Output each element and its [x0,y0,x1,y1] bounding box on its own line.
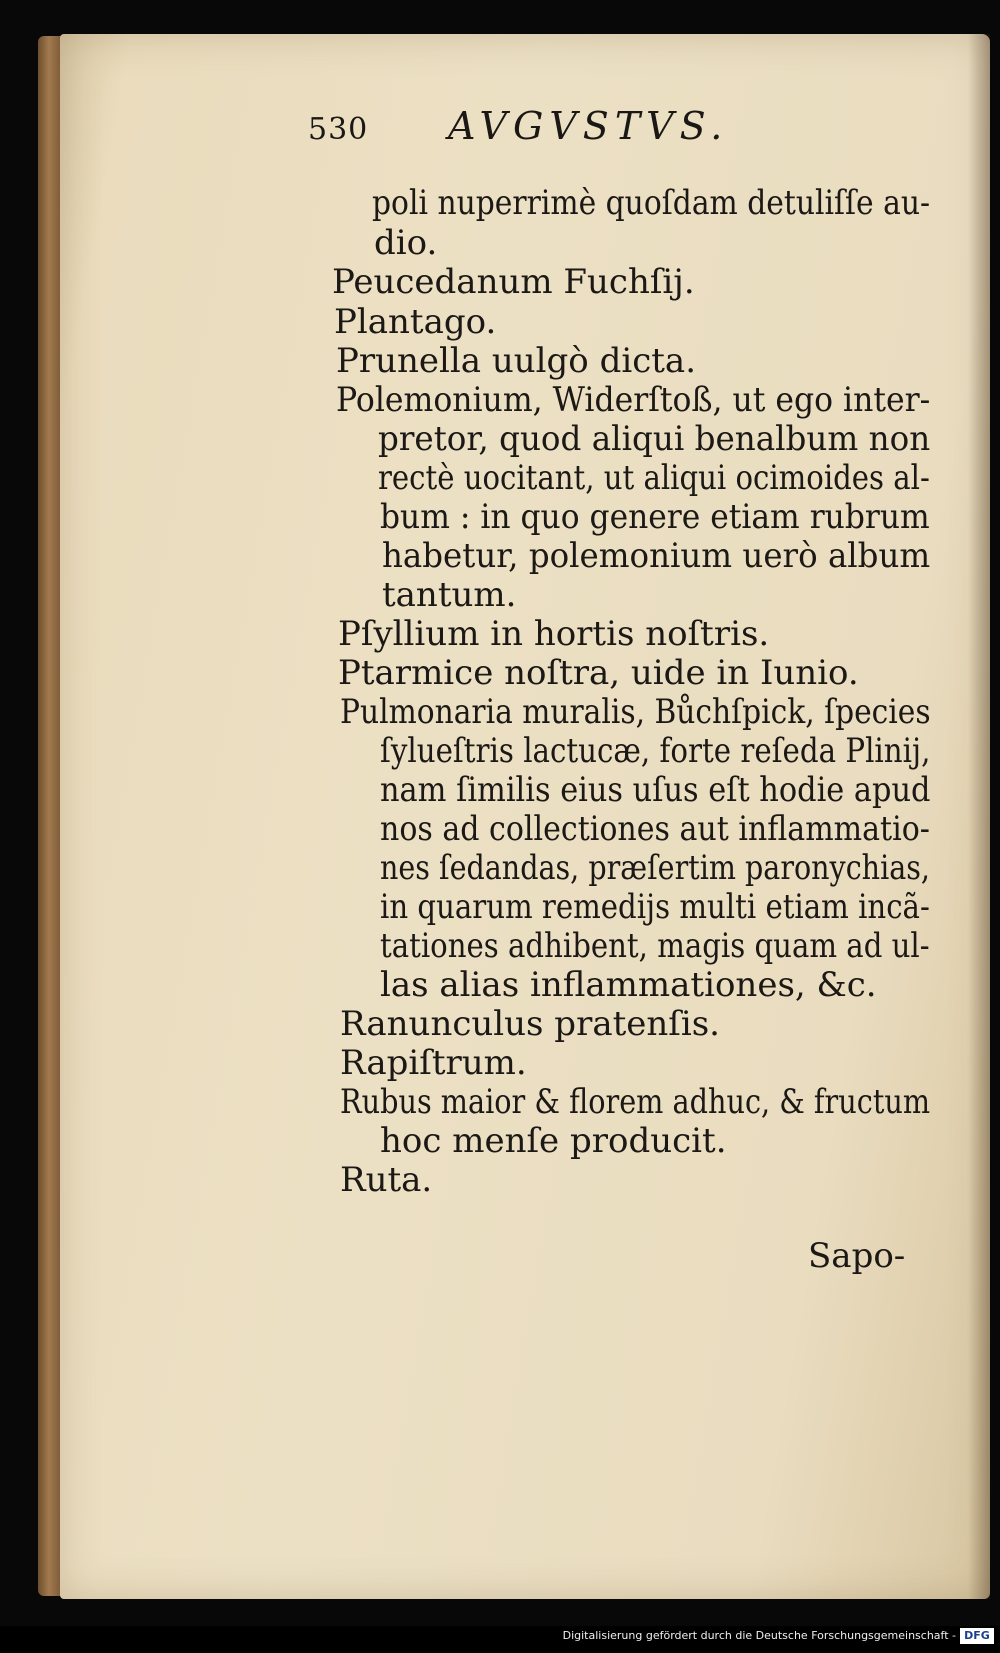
text-line: Ptarmice noſtra, uide in Iunio. [338,653,859,693]
dfg-logo: DFG [960,1628,994,1644]
text-line: rectè uocitant, ut aliqui ocimoides al- [378,458,930,498]
text-line: hoc menſe producit. [380,1121,727,1161]
catchword: Sapo- [808,1236,906,1276]
text-line: Rapiſtrum. [340,1043,527,1083]
text-line: Peucedanum Fuchſij. [332,262,695,302]
text-line: Pſyllium in hortis noſtris. [338,614,770,654]
text-line: Plantago. [334,302,497,342]
text-line: pretor, quod aliqui benalbum non [378,419,931,459]
digitization-footer [0,1626,1000,1653]
page-header [308,100,729,160]
text-line: Ranunculus pratenſis. [340,1004,720,1044]
text-line: Pulmonaria muralis, Bůchſpick, ſpecies [340,692,931,732]
text-line: ſylueſtris lactucæ, forte reſeda Plinij, [380,731,931,771]
text-line: nes ſedandas, præſertim paronychias, [380,848,930,888]
funding-credit: Digitalisierung gefördert durch die Deutsche Forschungsgemeinschaft - [562,1629,956,1642]
text-line: in quarum remedijs multi etiam incã- [380,887,930,927]
text-line: las alias inflammationes, &c. [380,965,877,1005]
text-line: Ruta. [340,1160,433,1200]
text-line: tantum. [382,575,517,615]
text-line: poli nuperrimè quoſdam detuliſſe au- [372,183,931,223]
text-line: Polemonium, Widerſtoß, ut ego inter- [336,380,931,420]
text-line: Rubus maior & florem adhuc, & fructum [340,1082,931,1122]
text-line: habetur, polemonium uerò album [382,536,931,576]
text-line: bum : in quo genere etiam rubrum [380,497,930,537]
page-gutter-shadow [968,34,990,1599]
text-line: tationes adhibent, magis quam ad ul- [380,926,930,966]
text-line: nos ad collectiones aut inflammatio- [380,809,930,849]
page-number: 530 [308,112,369,147]
text-line: Prunella uulgò dicta. [336,341,697,381]
running-head: AVGVSTVS. [448,104,729,148]
text-line: dio. [374,223,438,263]
text-line: nam ſimilis eius uſus eſt hodie apud [380,770,931,810]
